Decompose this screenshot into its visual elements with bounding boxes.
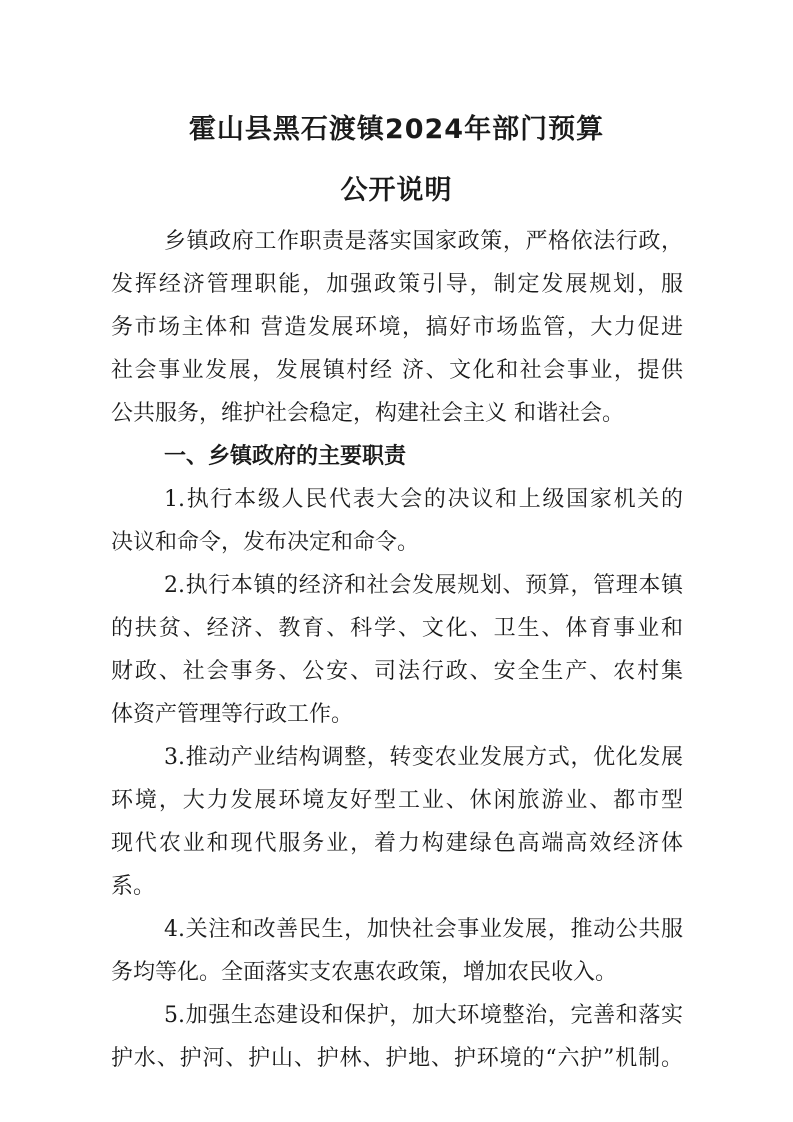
item-3-line: 3.推动产业结构调整，转变农业发展方式，优化发展 — [164, 745, 683, 770]
item-3-line: 系。 — [111, 874, 156, 899]
item-4-line: 务均等化。全面落实支农惠农政策，增加农民收入。 — [111, 960, 618, 985]
intro-line: 公共服务，维护社会稳定，构建社会主义 和谐社会。 — [111, 401, 624, 426]
item-3-line: 现代农业和现代服务业，着力构建绿色高端高效经济体 — [111, 831, 683, 856]
item-2-line: 2.执行本镇的经济和社会发展规划、预算，管理本镇 — [164, 573, 683, 598]
section-heading: 一、乡镇政府的主要职责 — [164, 444, 407, 469]
intro-line: 乡镇政府工作职责是落实国家政策，严格依法行政， — [164, 229, 683, 254]
item-1-line: 1.执行本级人民代表大会的决议和上级国家机关的 — [164, 487, 683, 512]
document-title-line-2: 公开说明 — [340, 175, 453, 206]
item-5-line: 5.加强生态建设和保护，加大环境整治，完善和落实 — [164, 1003, 683, 1028]
item-4-line: 4.关注和改善民生，加快社会事业发展，推动公共服 — [164, 917, 683, 942]
intro-line: 发挥经济管理职能，加强政策引导，制定发展规划，服 — [111, 272, 683, 297]
item-5-line: 护水、护河、护山、护林、护地、护环境的“六护”机制。 — [111, 1046, 683, 1071]
document-title-line-1: 霍山县黑石渡镇2024年部门预算 — [188, 114, 605, 145]
intro-line: 社会事业发展，发展镇村经 济、文化和社会事业，提供 — [111, 358, 683, 383]
item-2-line: 体资产管理等行政工作。 — [111, 702, 354, 727]
item-2-line: 财政、社会事务、公安、司法行政、安全生产、农村集 — [111, 659, 683, 684]
item-2-line: 的扶贫、经济、教育、科学、文化、卫生、体育事业和 — [111, 616, 683, 641]
intro-line: 务市场主体和 营造发展环境，搞好市场监管，大力促进 — [111, 315, 683, 340]
item-1-line: 决议和命令，发布决定和命令。 — [111, 530, 420, 555]
item-3-line: 环境，大力发展环境友好型工业、休闲旅游业、都市型 — [111, 788, 683, 813]
